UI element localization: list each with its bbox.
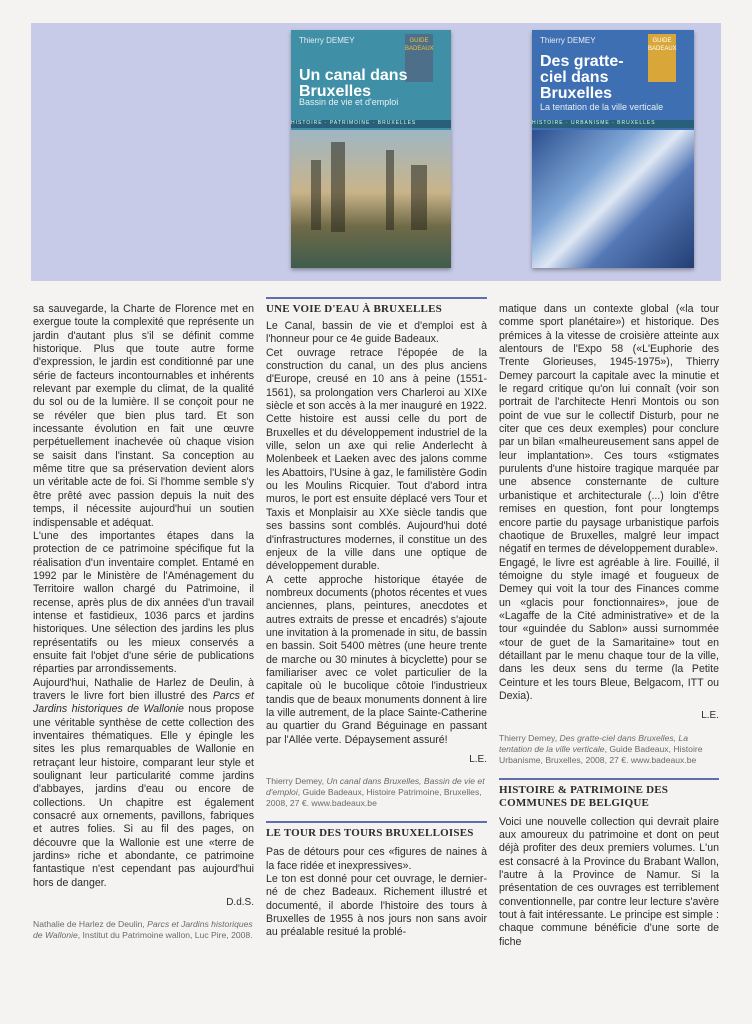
author-initials: D.d.S. <box>226 897 254 909</box>
book-subtitle: La tentation de la ville verticale <box>540 102 664 112</box>
book-title: Un canal dans Bruxelles <box>299 67 408 100</box>
book-author: Thierry DEMEY <box>299 36 355 45</box>
paragraph: Le Canal, bassin de vie et d'emploi est à l'honneur pour ce 4e guide Badeaux. <box>266 320 487 346</box>
paragraph: Aujourd'hui, Nathalie de Harlez de Deulin, à travers le livre fort bien illustré des Parcs et Jardins historiques de Wallonie nous propose une véritable synthèse de cette collection des inventaires thématiques. Elle y épingle les sites les plus remarquables de Wallonie en retraçant leur histoire, comparant leur style et soulignant leur particularité comme jardins d'abbayes, jardins d'eau ou encore de collections. Un chapitre est également consacré aux ornements, pavillons, fabriques et autres folies. Si au fil des pages, on découvre que la Wallonie est une «terre de jardins» riche et abondante, ce patrimoine fantastique n'est cependant pas aujourd'hui hors de danger. <box>33 676 254 889</box>
book-reference: Nathalie de Harlez de Deulin, Parcs et Jardins historiques de Wallonie, Institut du Patrimoine wallon, Luc Pire, 2008. <box>33 919 253 941</box>
paragraph: Engagé, le livre est agréable à lire. Fouillé, il témoigne du style imagé et fougueux de Demey qui voit la tour des Finances comme un «glacis pour fonctionnaires», joue de «Lagaffe de la Cité administrative» et de la tour «guindée du Sablon» aussi surnommée «tour de guet de la Samaritaine» tout en détaillant par le menu chaque tour de la ville, dans les deux sens du terme (la Petite Ceinture et les tours Bleue, Belgacom, ITT ou Dexia). <box>499 556 719 702</box>
book-subtitle: Bassin de vie et d'emploi <box>299 97 399 107</box>
book-title: Des gratte-ciel dans Bruxelles <box>540 53 624 102</box>
book-covers-banner <box>31 23 721 281</box>
article-heading: HISTOIRE & PATRIMOINE DES COMMUNES DE BELGIQUE <box>499 778 719 810</box>
paragraph: sa sauvegarde, la Charte de Florence met en exergue toute la complexité que représente un jardin d'autant plus s'il se définit comme historique. Plus que toute autre forme d'expression, le jardin est conditionné par une série de facteurs incontournables et inhérents relevant par exemple du climat, de la qualité du sol ou de la lumière. Il se conçoit pour ne se révéler que bien plus tard. Et son incessante évolution en fait une œuvre perpétuellement inachevée où chaque vision se saisit dans l'instant. Sa conception au même titre que sa préservation devient alors un véritable acte de foi. Si l'homme semble s'y être prêté avec passion depuis la nuit des temps, il nécessite aujourd'hui un soutien indispensable et adéquat. <box>33 303 254 529</box>
book-author: Thierry DEMEY <box>540 36 596 45</box>
article-heading: LE TOUR DES TOURS BRUXELLOISES <box>266 821 487 840</box>
paragraph: L'une des importantes étapes dans la protection de ce patrimoine spécifique fut la réalisation d'un inventaire complet. Entamé en 1992 par le Ministère de l'Aménagement du Territoire wallon chargé du Patrimoine, il recense, après plus de dix années d'un travail intense et fastidieux, 1036 parcs et jardins historiques. Une sélection des jardins les plus représentatifs ou les mieux conservés a ensuite fait l'objet d'une série de publications réparties par arrondissements. <box>33 529 254 676</box>
skyscraper-image <box>532 130 694 268</box>
publisher-badge: GUIDE BADEAUX <box>405 34 433 82</box>
book-cover-canal <box>291 30 451 268</box>
author-initials: L.E. <box>701 710 719 722</box>
book-reference: Thierry Demey, Un canal dans Bruxelles, Bassin de vie et d'emploi, Guide Badeaux, Histoire Patrimoine, Bruxelles, 2008, 27 €. www.badeaux.be <box>266 776 485 809</box>
publisher-badge: GUIDE BADEAUX <box>648 34 676 82</box>
column-left <box>33 303 254 941</box>
book-strip: HISTOIRE · URBANISME · BRUXELLES <box>532 120 694 128</box>
paragraph: Cet ouvrage retrace l'épopée de la construction du canal, un des plus anciens d'Europe, creusé en 10 ans à peine (1551-1561), sa prolongation vers Charleroi au XIXe siècle et son accès à la mer inauguré en 1922. Cette histoire est aussi celle du port de Bruxelles et du développement industriel de la ville, selon un axe qui relie Anderlecht à Molenbeek et Laeken avec des jalons comme les Abattoirs, l'Usine à gaz, le familistère Godin ou les Moulins Ricquier. Tout d'abord intra muros, le port est ensuite déplacé vers Tour et Taxis et Monplaisir au XXe siècle tandis que ses bassins sont comblés. Aujourd'hui doté d'infrastructures modernes, il constitue un des enjeux de la ville dans une optique de développement durable. <box>266 346 487 573</box>
paragraph: Le ton est donné pour cet ouvrage, le dernier-né de chez Badeaux. Richement illustré et documenté, il aborde l'histoire des tours à Bruxelles de 1955 à nos jours non sans avoir au préalable resitué la problé- <box>266 873 487 939</box>
column-middle <box>266 297 487 940</box>
author-initials: L.E. <box>469 754 487 765</box>
paragraph: Pas de détours pour ces «figures de naines à la face ridée et inexpressives». <box>266 846 487 872</box>
book-strip: HISTOIRE · PATRIMOINE · BRUXELLES <box>291 120 451 128</box>
book-cover-gratte-ciel <box>532 30 694 268</box>
paragraph: matique dans un contexte global («la tour comme sport planétaire») et historique. Des prémices à la vitesse de croisière atteinte aux alentours de l'Expo 58 («L'Euphorie des Trente Glorieuses, 1945-1975»), Thierry Demey parcourt la capitale avec la minutie et le regard critique qu'on lui connaît (voir son portrait de l'architecte Henri Montois ou son point de vue sur le collectif Disturb, pour ne citer que ces deux exemples) pour conclure par un bilan «malheureusement sans appel de leur implantation». Ces tours «stigmates purulents d'une histoire tragique marquée par une absence consternante de culture urbanistique et architecturale (...) loin d'être remises en question, font pour longtemps encore partie du paysage urbanistique parfois chaotique de Bruxelles, malgré leur impact négatif en termes de développement durable». <box>499 303 719 556</box>
paragraph: Voici une nouvelle collection qui devrait plaire aux amoureux du patrimoine et dont on peut déjà profiter des deux premiers volumes. L'un est consacré à la Province du Brabant Wallon, l'autre à la Province de Namur. Si la présentation de ces ouvrages est terriblement conventionnelle, par contre leur lecture s'avère tout à fait intéressante. Le principe est simple : chaque commune bénéficie d'une sorte de fiche <box>499 815 719 948</box>
book-reference: Thierry Demey, Des gratte-ciel dans Bruxelles, La tentation de la ville verticale, Guide Badeaux, Histoire Urbanisme, Bruxelles, 2008, 27 €. www.badeaux.be <box>499 732 703 765</box>
column-right <box>499 303 719 949</box>
cathedral-image <box>291 130 451 268</box>
paragraph: A cette approche historique étayée de nombreux documents (photos récentes et vues anciennes, plans, peintures, anecdotes et autres extraits de presse et encadrés) s'ajoute une invitation à la promenade in situ, de bassin en bassin. Soit 5400 mètres (une heure trente de marche ou 30 minutes à bicyclette) pour se familiariser avec ce volet particulier de la capitale où le bucolique côtoie l'industrieux tandis que de beaux monuments donnent à lire la ville autrement, de la place Sainte-Catherine au quartier du Grand Béguinage en passant par l'Allée verte. Dépaysement assuré! <box>266 573 487 746</box>
article-heading: UNE VOIE D'EAU À BRUXELLES <box>266 297 487 316</box>
